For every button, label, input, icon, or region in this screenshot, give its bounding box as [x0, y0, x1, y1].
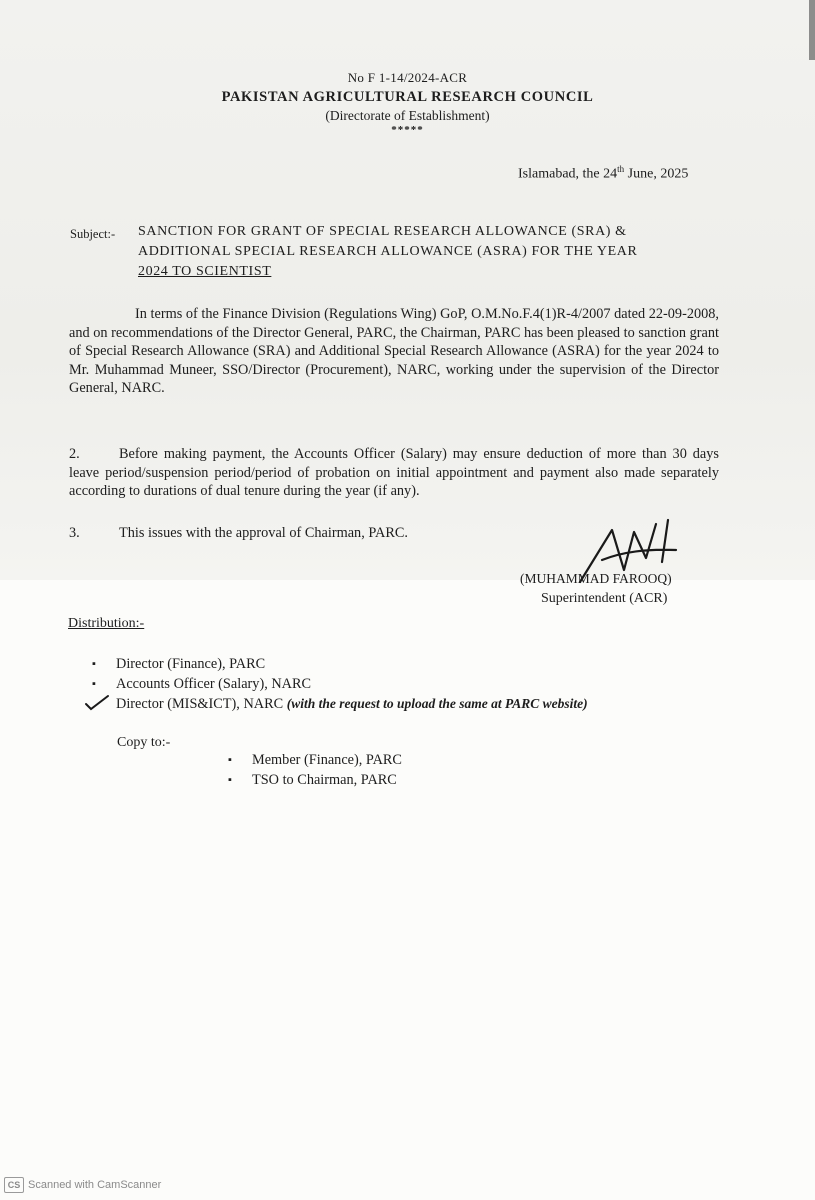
paragraph-3-text: This issues with the approval of Chairman, PARC. — [119, 525, 408, 541]
paragraph-1-text: In terms of the Finance Division (Regulations Wing) GoP, O.M.No.F.4(1)R-4/2007 dated 22-09-2008, and on recommendations of the Director General, PARC, the Chairman, PARC has been pleased to sanction grant of Special Research Allowance (SRA) and Additional Special Research Allowance (ASRA) for the year 2024 to Mr. Muhammad Muneer, SSO/Director (Procurement), NARC, working under the supervision of the Director General, NARC. — [69, 306, 719, 396]
header-stars: ***** — [391, 124, 424, 136]
scanner-watermark-text: Scanned with CamScanner — [28, 1179, 162, 1191]
paragraph-1 — [69, 305, 719, 398]
distribution-item-text: Director (MIS&ICT), NARC — [116, 696, 284, 712]
list-item — [92, 674, 588, 694]
copy-to-item-text: TSO to Chairman, PARC — [252, 772, 397, 788]
reference-number: No F 1-14/2024-ACR — [347, 70, 468, 85]
list-item — [228, 770, 402, 790]
paragraph-2-text: Before making payment, the Accounts Officer (Salary) may ensure deduction of more than 30 days leave period/suspension period/period of probation on initial appointment and payment also made separately according to durations of dual tenure during the year (if any). — [69, 446, 719, 499]
scan-edge-shadow — [809, 0, 815, 60]
scanner-watermark — [4, 1176, 161, 1194]
camscanner-logo-icon: CS — [4, 1177, 24, 1193]
distribution-item-text: Accounts Officer (Salary), NARC — [116, 676, 312, 692]
paragraph-2 — [69, 445, 719, 501]
subject-label: Subject:- — [70, 227, 116, 241]
date-prefix: Islamabad, the 24 — [518, 166, 618, 182]
date-superscript: th — [617, 164, 625, 174]
tick-mark-icon — [84, 694, 112, 712]
distribution-item-text: Director (Finance), PARC — [116, 656, 266, 672]
bullet-icon: ▪ — [92, 678, 96, 690]
list-item — [92, 654, 588, 674]
distribution-list — [92, 654, 588, 714]
subject-text — [138, 222, 720, 282]
organization-name: PAKISTAN AGRICULTURAL RESEARCH COUNCIL — [221, 89, 594, 105]
signatory-title: Superintendent (ACR) — [541, 591, 668, 606]
signatory-name: (MUHAMMAD FAROOQ) — [520, 571, 672, 586]
subject-line: SANCTION FOR GRANT OF SPECIAL RESEARCH ALLOWANCE (SRA) & — [138, 224, 627, 239]
bullet-icon: ▪ — [228, 774, 232, 786]
subject-line: ADDITIONAL SPECIAL RESEARCH ALLOWANCE (ASRA) FOR THE YEAR — [138, 244, 638, 259]
bullet-icon: ▪ — [92, 658, 96, 670]
paragraph-2-number: 2. — [69, 446, 80, 462]
directorate-name: (Directorate of Establishment) — [325, 108, 490, 123]
date-suffix: June, 2025 — [624, 166, 689, 182]
distribution-heading: Distribution:- — [68, 616, 145, 631]
distribution-item-note: (with the request to upload the same at PARC website) — [286, 696, 588, 711]
list-item — [228, 750, 402, 770]
list-item — [92, 694, 588, 714]
subject-line: 2024 TO SCIENTIST — [138, 264, 272, 279]
paragraph-3-number: 3. — [69, 525, 80, 541]
letter-date — [518, 164, 688, 183]
copy-to-list — [228, 750, 402, 790]
copy-to-item-text: Member (Finance), PARC — [252, 752, 402, 768]
bullet-icon: ▪ — [228, 754, 232, 766]
copy-to-heading: Copy to:- — [117, 735, 171, 750]
